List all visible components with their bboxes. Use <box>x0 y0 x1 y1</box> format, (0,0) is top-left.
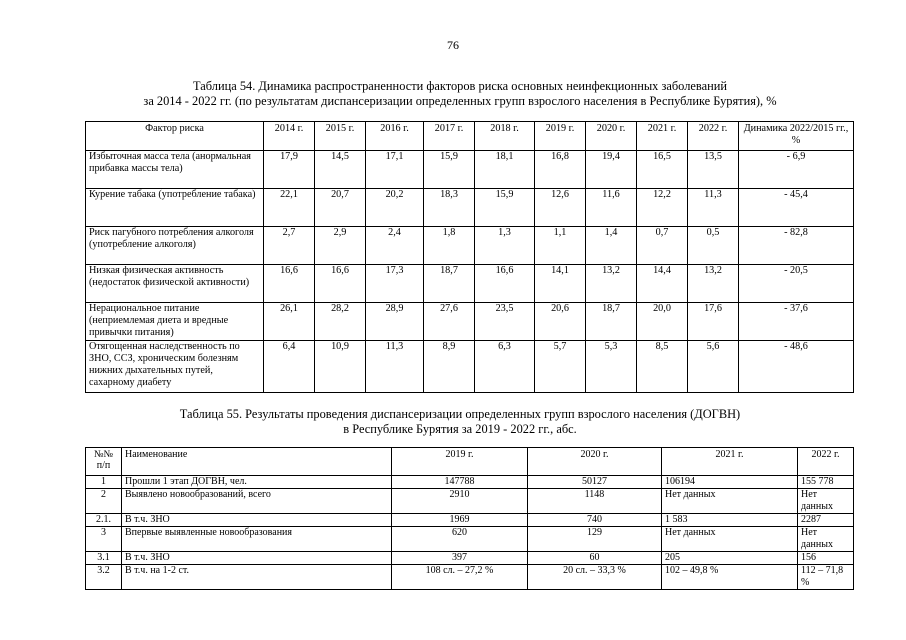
name-cell: Впервые выявленные новообразования <box>122 527 392 552</box>
row-number-cell: 2 <box>86 489 122 514</box>
value-cell: 16,8 <box>535 151 586 189</box>
name-cell: Выявлено новообразований, всего <box>122 489 392 514</box>
row-number-cell: 3 <box>86 527 122 552</box>
table-54-caption-line-2: за 2014 - 2022 гг. (по результатам диспансеризации определенных групп взрослого населения в Республике Бурятия), % <box>143 94 777 108</box>
risk-factor-cell: Отягощенная наследственность по ЗНО, ССЗ, хроническим болезням нижних дыхательных путей, сахарному диабету <box>86 341 264 393</box>
value-cell: 28,9 <box>366 303 424 341</box>
value-cell: 18,3 <box>424 189 475 227</box>
value-cell: 108 сл. – 27,2 % <box>392 565 528 590</box>
value-cell: 20,0 <box>637 303 688 341</box>
value-cell: 20 сл. – 33,3 % <box>528 565 662 590</box>
page-number: 76 <box>447 38 459 52</box>
value-cell: 18,7 <box>424 265 475 303</box>
value-cell: 28,2 <box>315 303 366 341</box>
value-cell: 10,9 <box>315 341 366 393</box>
value-cell: 20,6 <box>535 303 586 341</box>
table-55-caption <box>60 407 860 437</box>
name-cell: Прошли 1 этап ДОГВН, чел. <box>122 476 392 489</box>
table-row <box>86 227 854 265</box>
risk-factor-cell: Избыточная масса тела (анормальная прибавка массы тела) <box>86 151 264 189</box>
header-cell: 2020 г. <box>528 448 662 476</box>
value-cell: 205 <box>662 552 798 565</box>
value-cell: 1969 <box>392 514 528 527</box>
risk-factor-cell: Курение табака (употребление табака) <box>86 189 264 227</box>
table-row <box>86 265 854 303</box>
value-cell: Нет данных <box>662 527 798 552</box>
value-cell: 1,3 <box>475 227 535 265</box>
value-cell: 106194 <box>662 476 798 489</box>
table-row <box>86 341 854 393</box>
header-cell: 2020 г. <box>586 122 637 151</box>
table-55-caption-line-1: Таблица 55. Результаты проведения диспансеризации определенных групп взрослого населения (ДОГВН) <box>179 407 741 421</box>
value-cell: 15,9 <box>424 151 475 189</box>
name-cell: В т.ч. на 1-2 ст. <box>122 565 392 590</box>
value-cell: 13,2 <box>586 265 637 303</box>
value-cell: Нет данных <box>662 489 798 514</box>
value-cell: 17,1 <box>366 151 424 189</box>
value-cell: 16,5 <box>637 151 688 189</box>
value-cell: 156 <box>798 552 854 565</box>
value-cell: 13,5 <box>688 151 739 189</box>
row-number-cell: 3.2 <box>86 565 122 590</box>
value-cell: - 45,4 <box>739 189 854 227</box>
header-cell: Динамика 2022/2015 гг., % <box>739 122 854 151</box>
value-cell: 18,7 <box>586 303 637 341</box>
header-cell: 2019 г. <box>535 122 586 151</box>
name-cell: В т.ч. ЗНО <box>122 514 392 527</box>
value-cell: 27,6 <box>424 303 475 341</box>
table-row <box>86 489 854 514</box>
header-cell: 2017 г. <box>424 122 475 151</box>
value-cell: 22,1 <box>264 189 315 227</box>
value-cell: 397 <box>392 552 528 565</box>
value-cell: 5,7 <box>535 341 586 393</box>
header-cell: 2022 г. <box>688 122 739 151</box>
row-number-cell: 2.1. <box>86 514 122 527</box>
value-cell: 60 <box>528 552 662 565</box>
row-number-cell: 3.1 <box>86 552 122 565</box>
table-row <box>86 514 854 527</box>
value-cell: 102 – 49,8 % <box>662 565 798 590</box>
header-cell: Фактор риска <box>86 122 264 151</box>
value-cell: 12,2 <box>637 189 688 227</box>
value-cell: 1,1 <box>535 227 586 265</box>
value-cell: 16,6 <box>264 265 315 303</box>
table-55-caption-line-2: в Республике Бурятия за 2019 - 2022 гг., абс. <box>343 422 577 436</box>
header-cell: 2015 г. <box>315 122 366 151</box>
header-cell: 2014 г. <box>264 122 315 151</box>
table-55-body <box>86 476 854 590</box>
value-cell: 11,6 <box>586 189 637 227</box>
value-cell: 13,2 <box>688 265 739 303</box>
row-number-cell: 1 <box>86 476 122 489</box>
table-54-body <box>86 151 854 393</box>
value-cell: - 48,6 <box>739 341 854 393</box>
header-cell: 2019 г. <box>392 448 528 476</box>
table-row <box>86 303 854 341</box>
value-cell: 17,6 <box>688 303 739 341</box>
value-cell: 26,1 <box>264 303 315 341</box>
value-cell: 6,4 <box>264 341 315 393</box>
value-cell: 17,9 <box>264 151 315 189</box>
value-cell: 50127 <box>528 476 662 489</box>
risk-factor-cell: Нерациональное питание (неприемлемая диета и вредные привычки питания) <box>86 303 264 341</box>
header-cell: 2018 г. <box>475 122 535 151</box>
value-cell: 5,3 <box>586 341 637 393</box>
table-54-header-row <box>86 122 854 151</box>
value-cell: 2,4 <box>366 227 424 265</box>
value-cell: 0,5 <box>688 227 739 265</box>
value-cell: 155 778 <box>798 476 854 489</box>
value-cell: 23,5 <box>475 303 535 341</box>
value-cell: 8,5 <box>637 341 688 393</box>
value-cell: Нет данных <box>798 527 854 552</box>
value-cell: 12,6 <box>535 189 586 227</box>
value-cell: - 20,5 <box>739 265 854 303</box>
value-cell: 147788 <box>392 476 528 489</box>
table-54-caption <box>60 79 860 109</box>
value-cell: 20,2 <box>366 189 424 227</box>
value-cell: 112 – 71,8 % <box>798 565 854 590</box>
header-cell: 2016 г. <box>366 122 424 151</box>
value-cell: 8,9 <box>424 341 475 393</box>
table-54-caption-line-1: Таблица 54. Динамика распространенности факторов риска основных неинфекционных заболеваний <box>193 79 727 93</box>
value-cell: 1,8 <box>424 227 475 265</box>
value-cell: 620 <box>392 527 528 552</box>
table-row <box>86 552 854 565</box>
table-row <box>86 527 854 552</box>
value-cell: 14,4 <box>637 265 688 303</box>
value-cell: 16,6 <box>315 265 366 303</box>
risk-factors-table <box>85 121 854 393</box>
value-cell: - 6,9 <box>739 151 854 189</box>
table-55-header-row <box>86 448 854 476</box>
value-cell: 14,5 <box>315 151 366 189</box>
value-cell: 129 <box>528 527 662 552</box>
dispensary-results-table <box>85 447 854 590</box>
value-cell: 14,1 <box>535 265 586 303</box>
value-cell: 11,3 <box>688 189 739 227</box>
table-row <box>86 565 854 590</box>
header-cell: 2022 г. <box>798 448 854 476</box>
value-cell: 16,6 <box>475 265 535 303</box>
header-cell: 2021 г. <box>662 448 798 476</box>
value-cell: 0,7 <box>637 227 688 265</box>
value-cell: Нет данных <box>798 489 854 514</box>
header-cell: 2021 г. <box>637 122 688 151</box>
header-cell: Наименование <box>122 448 392 476</box>
risk-factor-cell: Риск пагубного потребления алкоголя (употребление алкоголя) <box>86 227 264 265</box>
value-cell: 18,1 <box>475 151 535 189</box>
name-cell: В т.ч. ЗНО <box>122 552 392 565</box>
value-cell: 11,3 <box>366 341 424 393</box>
risk-factor-cell: Низкая физическая активность (недостаток физической активности) <box>86 265 264 303</box>
value-cell: 15,9 <box>475 189 535 227</box>
header-cell: №№ п/п <box>86 448 122 476</box>
value-cell: 6,3 <box>475 341 535 393</box>
value-cell: - 37,6 <box>739 303 854 341</box>
value-cell: 5,6 <box>688 341 739 393</box>
value-cell: 1,4 <box>586 227 637 265</box>
value-cell: 1 583 <box>662 514 798 527</box>
table-row <box>86 476 854 489</box>
table-row <box>86 151 854 189</box>
value-cell: 1148 <box>528 489 662 514</box>
value-cell: - 82,8 <box>739 227 854 265</box>
value-cell: 17,3 <box>366 265 424 303</box>
value-cell: 2287 <box>798 514 854 527</box>
value-cell: 20,7 <box>315 189 366 227</box>
value-cell: 2910 <box>392 489 528 514</box>
value-cell: 2,7 <box>264 227 315 265</box>
value-cell: 740 <box>528 514 662 527</box>
value-cell: 2,9 <box>315 227 366 265</box>
value-cell: 19,4 <box>586 151 637 189</box>
table-row <box>86 189 854 227</box>
